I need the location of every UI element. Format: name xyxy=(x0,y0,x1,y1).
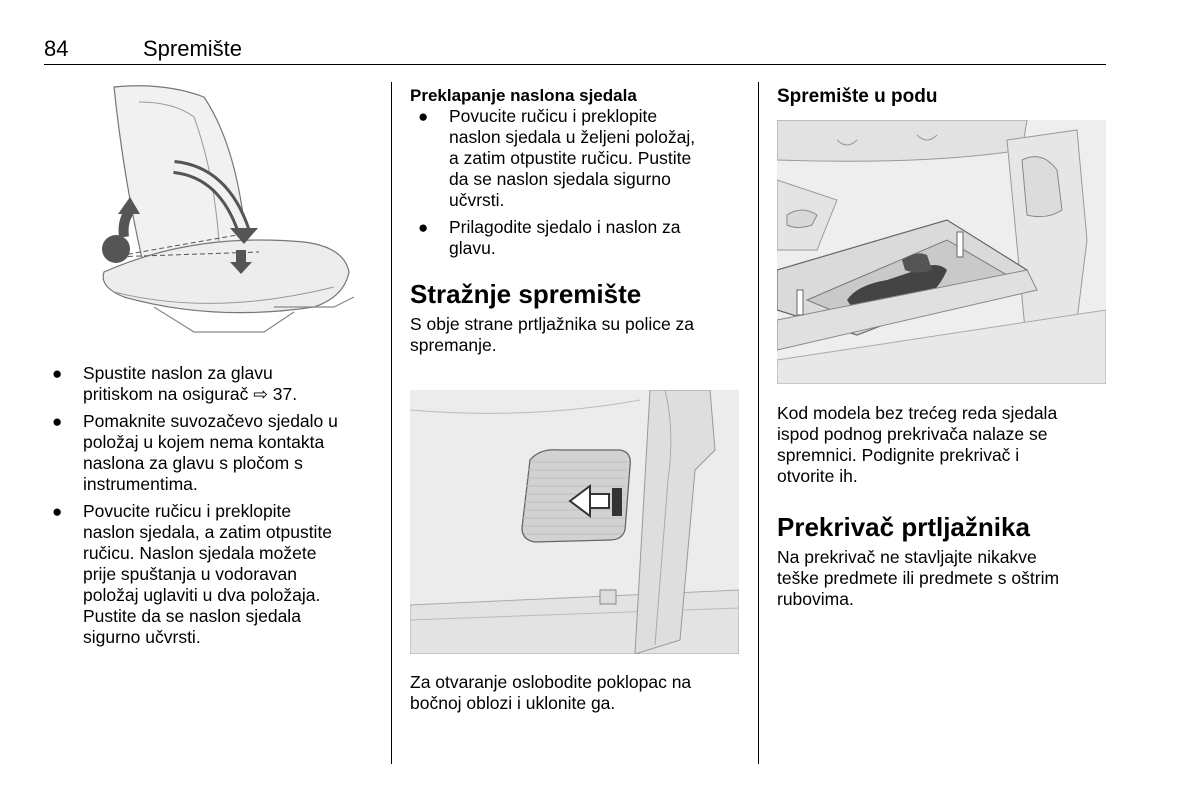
seat-folding-illustration xyxy=(44,82,378,352)
heading-load-cover: Prekrivač prtljažnika xyxy=(777,512,1030,542)
text-line: položaj u kojem nema kontakta xyxy=(83,432,325,452)
text-line: da se naslon sjedala sigurno xyxy=(449,169,671,189)
list-item xyxy=(44,363,384,405)
bullet-icon: ● xyxy=(52,364,63,383)
floor-storage-paragraph xyxy=(777,403,1107,487)
text-line: spremnici. Podignite prekrivač i xyxy=(777,445,1020,465)
column-1-text xyxy=(44,363,384,654)
text-line: Na prekrivač ne stavljajte nikakve xyxy=(777,547,1037,567)
text-line: S obje strane prtljažnika su police za xyxy=(410,314,695,334)
column-2-text-top xyxy=(410,86,750,356)
text-line: Kod modela bez trećeg reda sjedala xyxy=(777,403,1058,423)
text-line: sigurno učvrsti. xyxy=(83,627,201,647)
list-item xyxy=(44,501,384,648)
text-line: instrumentima. xyxy=(83,474,198,494)
subheading-floor-storage: Spremište u podu xyxy=(777,86,938,107)
page-number: 84 xyxy=(44,36,69,61)
text-line: prije spuštanja u vodoravan xyxy=(83,564,298,584)
floor-storage-illustration xyxy=(777,120,1106,384)
text-line: ručicu. Naslon sjedala možete xyxy=(83,543,317,563)
list-item xyxy=(44,411,384,495)
text-line: spremanje. xyxy=(410,335,497,355)
heading-rear-storage: Stražnje spremište xyxy=(410,279,642,309)
subheading-seat-folding: Preklapanje naslona sjedala xyxy=(410,86,637,105)
text-line: bočnoj oblozi i uklonite ga. xyxy=(410,693,616,713)
text-line: teške predmete ili predmete s oštrim xyxy=(777,568,1060,588)
text-line: Pomaknite suvozačevo sjedalo u xyxy=(83,411,338,431)
col1-bullet-list xyxy=(44,363,384,648)
column-3-text xyxy=(777,403,1107,610)
column-2-caption xyxy=(410,672,750,714)
bullet-icon: ● xyxy=(418,107,429,126)
text-line: Povucite ručicu i preklopite xyxy=(449,106,658,126)
text-line: glavu. xyxy=(449,238,496,258)
text-line: ispod podnog prekrivača nalaze se xyxy=(777,424,1048,444)
text-line: položaj uglaviti u dva položaja. xyxy=(83,585,321,605)
rear-storage-intro xyxy=(410,314,750,356)
side-panel-storage-illustration xyxy=(410,390,739,654)
page-section-title: Spremište xyxy=(143,36,243,61)
bullet-icon: ● xyxy=(52,502,63,521)
text-line: rubovima. xyxy=(777,589,854,609)
text-line: otvorite ih. xyxy=(777,466,858,486)
column-divider-right xyxy=(758,82,759,764)
text-line: Prilagodite sjedalo i naslon za xyxy=(449,217,681,237)
list-item xyxy=(410,106,750,211)
header-rule xyxy=(44,64,1106,65)
text-line: Povucite ručicu i preklopite xyxy=(83,501,292,521)
text-line: a zatim otpustite ručicu. Pustite xyxy=(449,148,692,168)
column-divider-left xyxy=(391,82,392,764)
text-line: Za otvaranje oslobodite poklopac na xyxy=(410,672,692,692)
text-line: pritiskom na osigurač ⇨ 37. xyxy=(83,384,298,404)
text-line: učvrsti. xyxy=(449,190,505,210)
side-storage-caption xyxy=(410,672,750,714)
list-item xyxy=(410,217,750,259)
text-line: naslon sjedala, a zatim otpustite xyxy=(83,522,333,542)
col2-bullet-list xyxy=(410,106,750,259)
load-cover-paragraph xyxy=(777,547,1107,610)
column-3-subheading xyxy=(777,86,1107,108)
bullet-icon: ● xyxy=(52,412,63,431)
text-line: Spustite naslon za glavu xyxy=(83,363,273,383)
text-line: naslona za glavu s pločom s xyxy=(83,453,303,473)
text-line: naslon sjedala u željeni položaj, xyxy=(449,127,696,147)
text-line: Pustite da se naslon sjedala xyxy=(83,606,301,626)
bullet-icon: ● xyxy=(418,218,429,237)
